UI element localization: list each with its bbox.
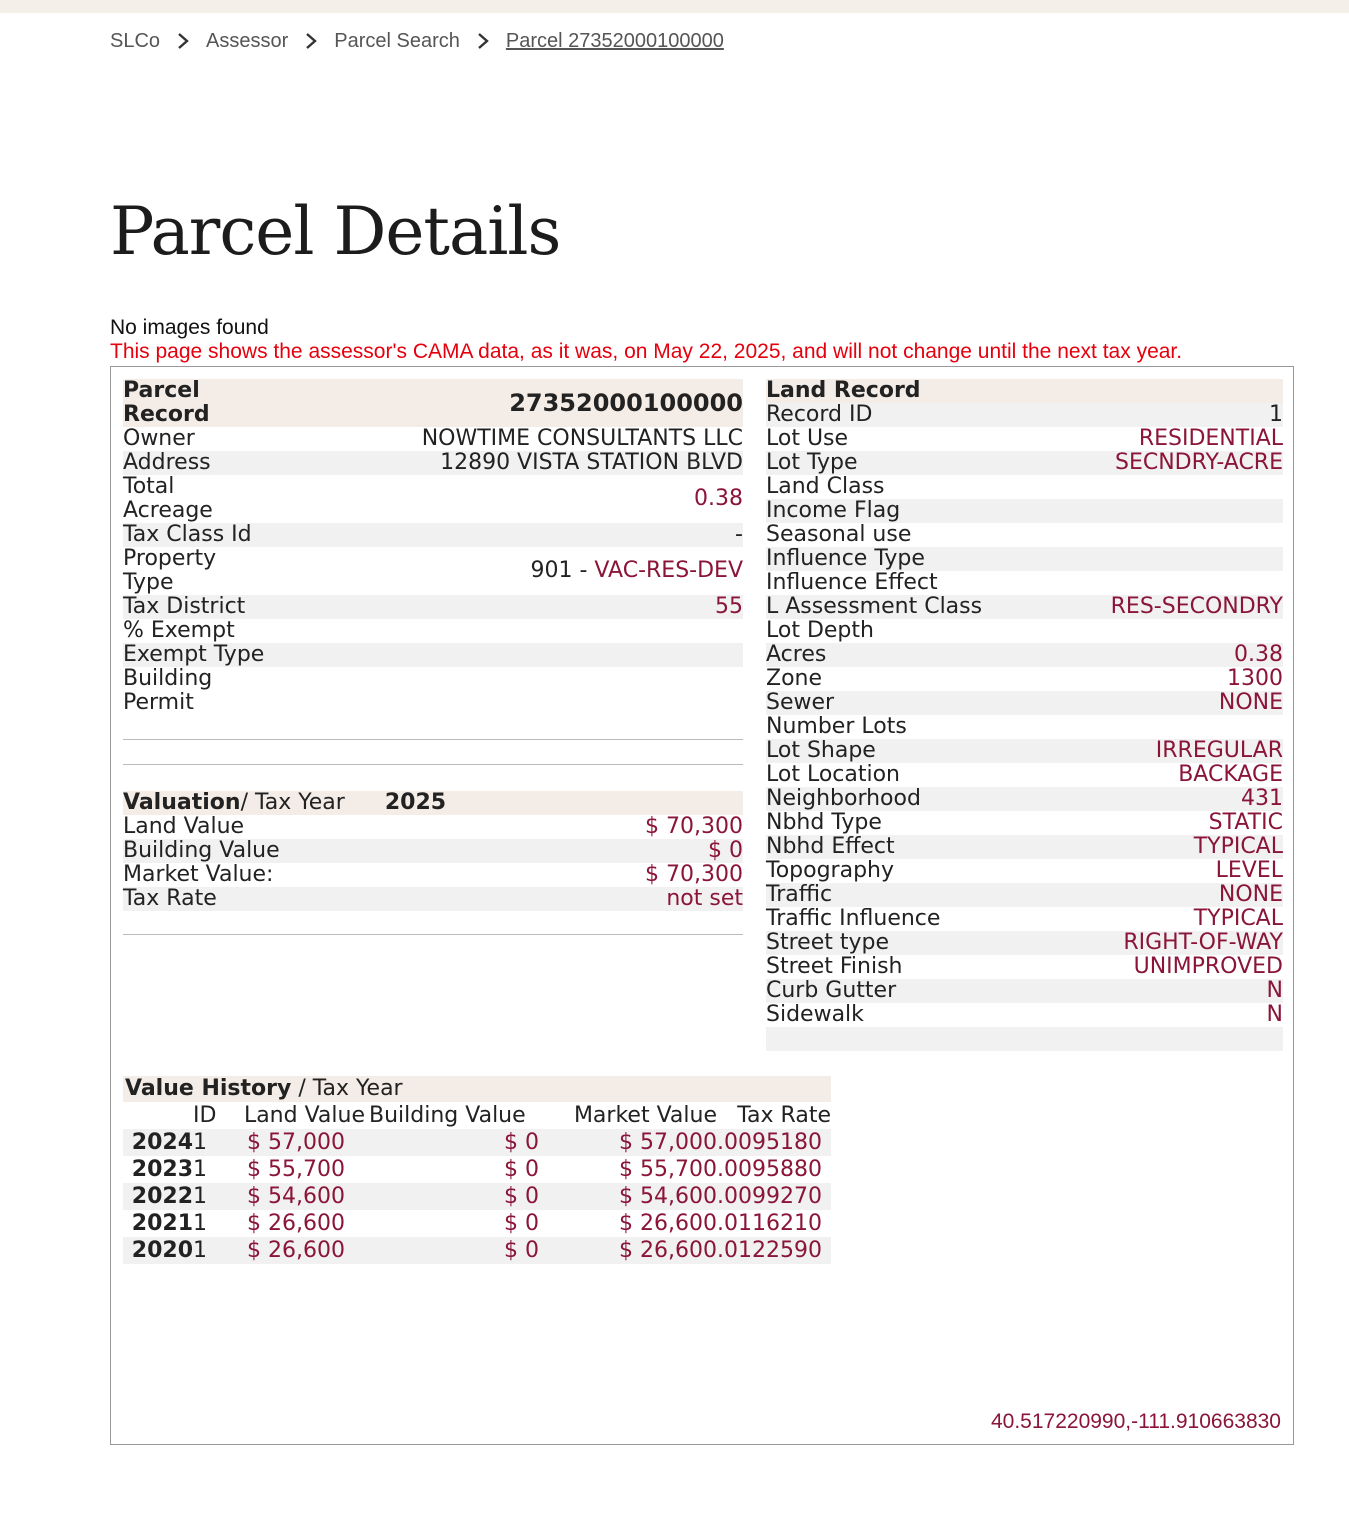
top-bar: [0, 0, 1349, 13]
land-record-header: [766, 379, 1283, 403]
land-record-row: Nbhd Effect TYPICAL: [766, 834, 1283, 859]
address-row: Address 12890 VISTA STATION BLVD: [123, 450, 743, 475]
breadcrumb-slco[interactable]: SLCo: [110, 29, 161, 52]
parcel-record-table: [123, 379, 743, 715]
land-record-row: Lot Use RESIDENTIAL: [766, 426, 1283, 451]
land-record-row: Seasonal use: [766, 523, 1283, 547]
divider: [123, 739, 743, 740]
valuation-row: Tax Rate not set: [123, 886, 743, 911]
col-id: ID: [193, 1103, 217, 1128]
breadcrumb-parcel-search[interactable]: Parcel Search: [334, 29, 460, 52]
value-history-columns: [123, 1102, 831, 1129]
tax-class-value: -: [735, 522, 743, 547]
valuation-table: [123, 791, 743, 911]
land-record-row: Topography LEVEL: [766, 858, 1283, 883]
no-images-message: No images found: [110, 316, 269, 339]
address-value: 12890 VISTA STATION BLVD: [440, 450, 743, 475]
land-record-row: Traffic NONE: [766, 882, 1283, 907]
exempt-type-row: Exempt Type: [123, 643, 743, 667]
valuation-heading: Valuation: [123, 790, 241, 815]
building-permit-row: Building Permit: [123, 667, 743, 715]
land-record-row: Sewer NONE: [766, 690, 1283, 715]
land-record-row: Street Finish UNIMPROVED: [766, 954, 1283, 979]
valuation-row: Land Value $ 70,300: [123, 814, 743, 839]
land-record-row: Sidewalk N: [766, 1002, 1283, 1027]
land-record-row: Zone 1300: [766, 666, 1283, 691]
land-record-row: Traffic Influence TYPICAL: [766, 906, 1283, 931]
land-record-row: Influence Effect: [766, 571, 1283, 595]
value-history-header: Value History / Tax Year: [123, 1076, 831, 1102]
chevron-right-icon: [288, 29, 334, 53]
land-record-row: Street type RIGHT-OF-WAY: [766, 930, 1283, 955]
parcel-id: 27352000100000: [509, 389, 743, 417]
value-history-row: 2023 1 $ 55,700 $ 0 $ 55,700 .0095880: [131, 1157, 822, 1182]
valuation-header: Valuation / Tax Year 2025: [123, 791, 743, 815]
parcel-panel: [110, 366, 1294, 1445]
land-record-heading: Land Record: [766, 378, 921, 403]
owner-row: Owner NOWTIME CONSULTANTS LLC: [123, 426, 743, 451]
tax-district-value: 55: [715, 594, 743, 619]
value-history-table: [123, 1076, 831, 1264]
acreage-value: 0.38: [694, 486, 743, 511]
parcel-record-heading: Parcel Record: [123, 378, 210, 427]
divider: [123, 764, 743, 765]
coordinates: 40.517220990,-111.910663830: [990, 1410, 1281, 1433]
valuation-row: Building Value $ 0: [123, 838, 743, 863]
land-record-row: Influence Type: [766, 547, 1283, 571]
value-history-row: 2024 1 $ 57,000 $ 0 $ 57,000 .0095180: [123, 1129, 831, 1156]
breadcrumb: [110, 26, 724, 56]
chevron-right-icon: [460, 29, 506, 53]
col-tax-rate: Tax Rate: [737, 1103, 831, 1128]
page-title: Parcel Details: [110, 193, 561, 270]
acreage-row: Total Acreage 0.38: [123, 474, 743, 523]
land-record-row: Acres 0.38: [766, 642, 1283, 667]
land-record-row: Curb Gutter N: [766, 978, 1283, 1003]
land-record-row: Lot Type SECNDRY-ACRE: [766, 450, 1283, 475]
value-history-row: 2020 1 $ 26,600 $ 0 $ 26,600 .0122590: [123, 1237, 831, 1264]
col-market-value: Market Value: [573, 1103, 717, 1128]
valuation-row: Market Value: $ 70,300: [123, 862, 743, 887]
owner-value: NOWTIME CONSULTANTS LLC: [421, 426, 743, 451]
parcel-record-header: [123, 379, 743, 427]
land-record-row: Neighborhood 431: [766, 786, 1283, 811]
col-land-value: Land Value: [243, 1103, 365, 1128]
land-record-row: Land Class: [766, 475, 1283, 499]
value-history-row: 2022 1 $ 54,600 $ 0 $ 54,600 .0099270: [123, 1183, 831, 1210]
tax-class-row: Tax Class Id -: [123, 522, 743, 547]
value-history-heading: Value History: [125, 1076, 292, 1101]
land-record-row: [766, 1027, 1283, 1051]
value-history-row: 2021 1 $ 26,600 $ 0 $ 26,600 .0116210: [131, 1211, 822, 1236]
property-type-link[interactable]: VAC-RES-DEV: [594, 558, 743, 583]
land-record-row: Lot Depth: [766, 619, 1283, 643]
breadcrumb-current-parcel[interactable]: Parcel 27352000100000: [505, 29, 724, 52]
land-record-row: Nbhd Type STATIC: [766, 810, 1283, 835]
col-building-value: Building Value: [369, 1103, 526, 1128]
tax-district-row: Tax District 55: [123, 594, 743, 619]
land-record-row: Income Flag: [766, 499, 1283, 523]
property-type-row: Property Type 901 - VAC-RES-DEV: [123, 546, 743, 595]
land-record-table: [766, 379, 1283, 1051]
exempt-pct-row: % Exempt: [123, 619, 743, 643]
land-record-row: L Assessment Class RES-SECONDRY: [766, 594, 1283, 619]
property-type-code: 901 -: [530, 558, 588, 583]
land-record-row: Record ID 1: [766, 402, 1283, 427]
valuation-year: 2025: [384, 790, 447, 815]
cama-notice: This page shows the assessor's CAMA data, as it was, on May 22, 2025, and will not change until the next tax year.: [110, 340, 1183, 363]
divider: [123, 934, 743, 935]
breadcrumb-assessor[interactable]: Assessor: [206, 29, 289, 52]
chevron-right-icon: [160, 29, 206, 53]
land-record-row: Lot Location BACKAGE: [766, 762, 1283, 787]
land-record-row: Number Lots: [766, 715, 1283, 739]
land-record-row: Lot Shape IRREGULAR: [766, 738, 1283, 763]
